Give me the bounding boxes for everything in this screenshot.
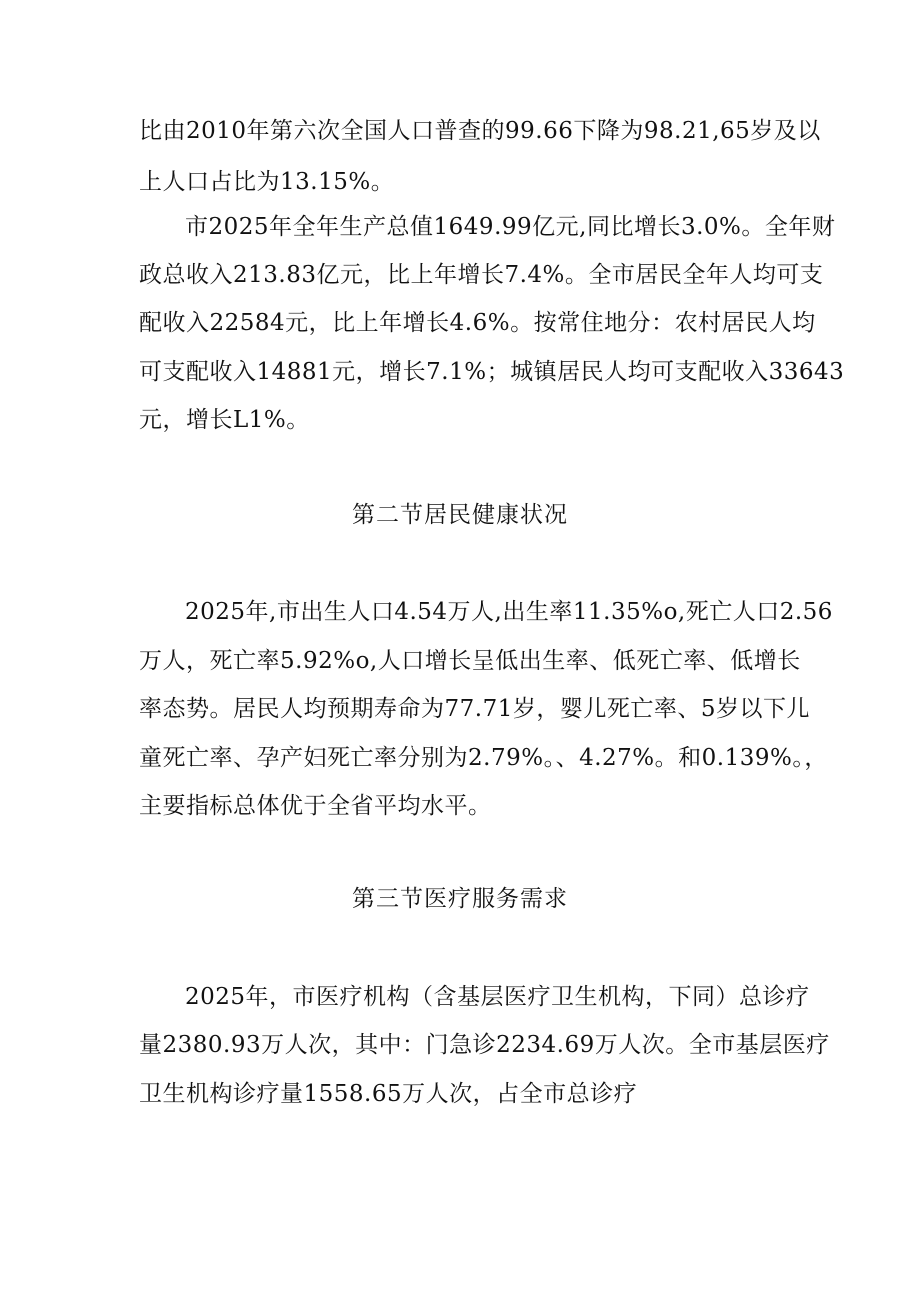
section-heading: 第三节医疗服务需求 [352,886,568,912]
paragraph-line: 元，增长L1%。 [139,407,310,433]
paragraph-line: 上人口占比为13.15%。 [139,169,395,195]
paragraph-line: 童死亡率、孕产妇死亡率分别为2.79%。、4.27%。和0.139%。， [139,745,828,771]
paragraph-line: 2025年，市医疗机构（含基层医疗卫生机构，下同）总诊疗 [185,984,810,1010]
paragraph-line: 市2025年全年生产总值1649.99亿元,同比增长3.0%。全年财 [185,214,836,240]
paragraph-line: 率态势。居民人均预期寿命为77.71岁，婴儿死亡率、5岁以下儿 [139,696,810,722]
section-heading: 第二节居民健康状况 [352,502,568,528]
paragraph-line: 卫生机构诊疗量1558.65万人次，占全市总诊疗 [139,1081,638,1107]
paragraph-line: 万人，死亡率5.92%o,人口增长呈低出生率、低死亡率、低增长 [139,648,801,674]
paragraph-line: 配收入22584元，比上年增长4.6%。按常住地分：农村居民人均 [139,310,816,336]
paragraph-line: 政总收入213.83亿元，比上年增长7.4%。全市居民全年人均可支 [139,262,824,288]
paragraph-line: 2025年,市出生人口4.54万人,出生率11.35%o,死亡人口2.56 [185,599,833,625]
paragraph-line: 可支配收入14881元，增长7.1%；城镇居民人均可支配收入33643 [139,359,845,385]
paragraph-line: 量2380.93万人次，其中：门急诊2234.69万人次。全市基层医疗 [139,1032,830,1058]
paragraph-line: 比由2010年第六次全国人口普查的99.66下降为98.21,65岁及以 [139,118,821,144]
paragraph-line: 主要指标总体优于全省平均水平。 [139,793,492,819]
